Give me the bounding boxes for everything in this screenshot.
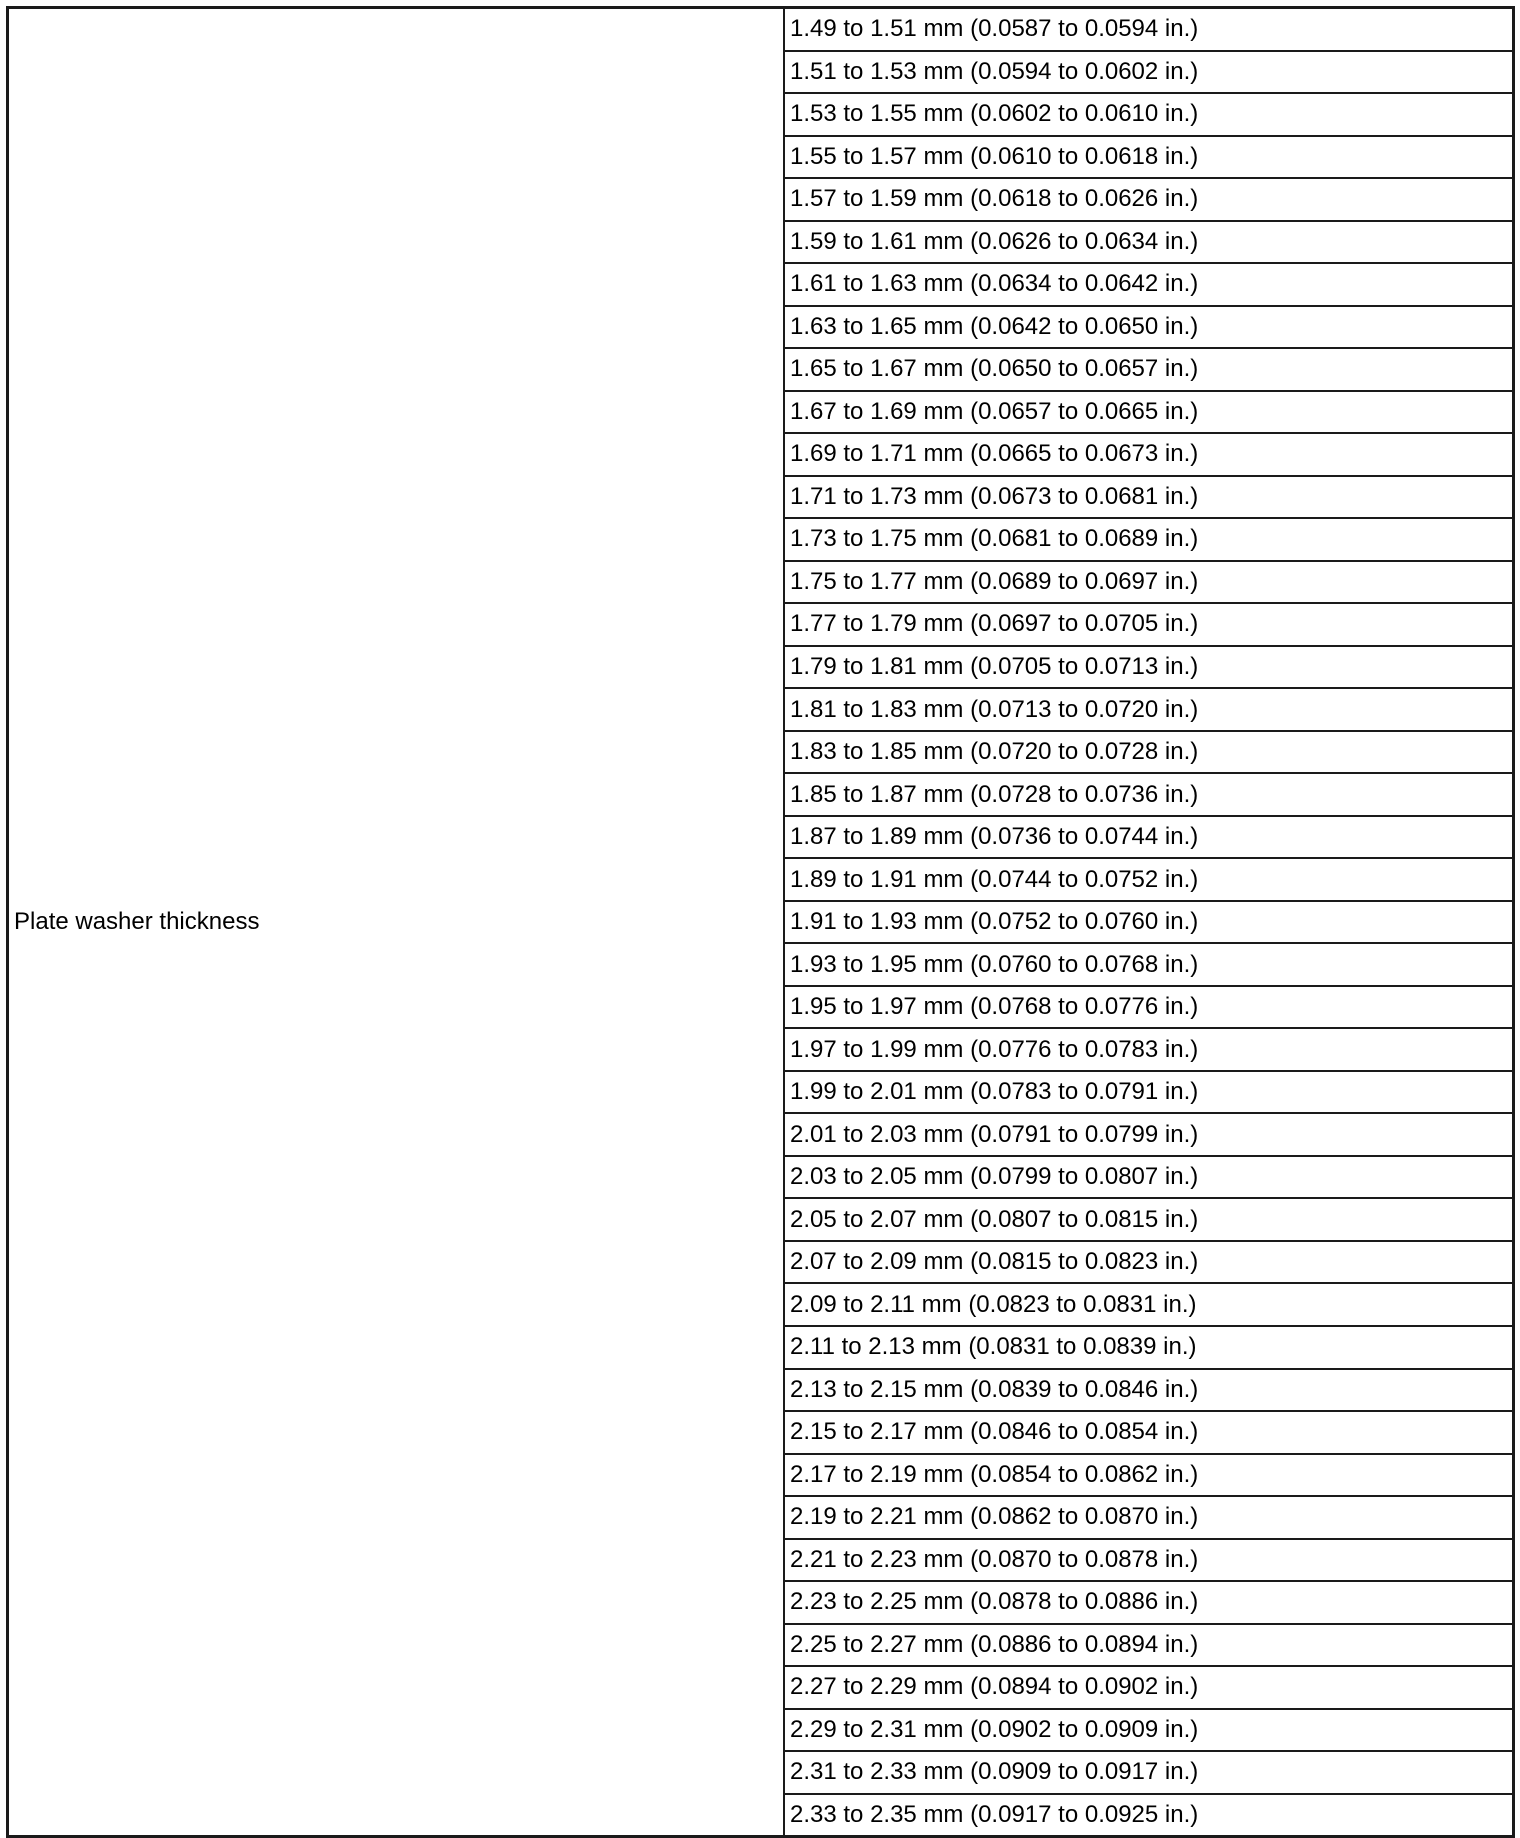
thickness-range-value: 1.63 to 1.65 mm (0.0642 to 0.0650 in.) (790, 312, 1199, 340)
table-row (785, 1497, 1512, 1540)
thickness-range-value: 1.57 to 1.59 mm (0.0618 to 0.0626 in.) (790, 185, 1199, 213)
table-row (785, 264, 1512, 307)
table-row (785, 1242, 1512, 1285)
table-row (785, 9, 1512, 52)
thickness-range-value: 1.79 to 1.81 mm (0.0705 to 0.0713 in.) (790, 652, 1199, 680)
table-row (785, 1199, 1512, 1242)
thickness-range-value: 2.23 to 2.25 mm (0.0878 to 0.0886 in.) (790, 1588, 1199, 1616)
table-row (785, 1455, 1512, 1498)
table-row (785, 52, 1512, 95)
thickness-range-value: 2.07 to 2.09 mm (0.0815 to 0.0823 in.) (790, 1248, 1199, 1276)
thickness-range-value: 1.77 to 1.79 mm (0.0697 to 0.0705 in.) (790, 610, 1199, 638)
thickness-range-value: 2.31 to 2.33 mm (0.0909 to 0.0917 in.) (790, 1758, 1199, 1786)
table-row (785, 562, 1512, 605)
thickness-range-value: 1.87 to 1.89 mm (0.0736 to 0.0744 in.) (790, 823, 1199, 851)
thickness-range-value: 2.21 to 2.23 mm (0.0870 to 0.0878 in.) (790, 1545, 1199, 1573)
table-row (785, 902, 1512, 945)
thickness-range-value: 1.97 to 1.99 mm (0.0776 to 0.0783 in.) (790, 1035, 1199, 1063)
table-row (785, 604, 1512, 647)
table-row (785, 1582, 1512, 1625)
table-row (785, 1157, 1512, 1200)
thickness-range-value: 2.03 to 2.05 mm (0.0799 to 0.0807 in.) (790, 1163, 1199, 1191)
table-row (785, 944, 1512, 987)
thickness-range-value: 1.73 to 1.75 mm (0.0681 to 0.0689 in.) (790, 525, 1199, 553)
thickness-range-value: 1.89 to 1.91 mm (0.0744 to 0.0752 in.) (790, 865, 1199, 893)
table-row (785, 137, 1512, 180)
table-row (785, 307, 1512, 350)
thickness-range-value: 1.83 to 1.85 mm (0.0720 to 0.0728 in.) (790, 738, 1199, 766)
table-row (785, 1370, 1512, 1413)
table-row (785, 647, 1512, 690)
thickness-range-value: 2.27 to 2.29 mm (0.0894 to 0.0902 in.) (790, 1673, 1199, 1701)
thickness-range-value: 1.85 to 1.87 mm (0.0728 to 0.0736 in.) (790, 780, 1199, 808)
thickness-range-value: 1.91 to 1.93 mm (0.0752 to 0.0760 in.) (790, 908, 1199, 936)
table-row (785, 1114, 1512, 1157)
table-row (785, 987, 1512, 1030)
spec-label-cell (9, 9, 785, 1835)
table-row (785, 392, 1512, 435)
thickness-range-value: 1.51 to 1.53 mm (0.0594 to 0.0602 in.) (790, 57, 1199, 85)
thickness-range-value: 2.05 to 2.07 mm (0.0807 to 0.0815 in.) (790, 1205, 1199, 1233)
thickness-range-value: 2.11 to 2.13 mm (0.0831 to 0.0839 in.) (790, 1333, 1197, 1361)
table-row (785, 179, 1512, 222)
thickness-range-value: 1.61 to 1.63 mm (0.0634 to 0.0642 in.) (790, 270, 1199, 298)
thickness-range-value: 1.67 to 1.69 mm (0.0657 to 0.0665 in.) (790, 397, 1199, 425)
spec-label: Plate washer thickness (14, 908, 260, 935)
thickness-range-value: 2.01 to 2.03 mm (0.0791 to 0.0799 in.) (790, 1120, 1199, 1148)
table-row (785, 817, 1512, 860)
thickness-range-value: 2.13 to 2.15 mm (0.0839 to 0.0846 in.) (790, 1375, 1199, 1403)
thickness-range-value: 2.33 to 2.35 mm (0.0917 to 0.0925 in.) (790, 1800, 1199, 1828)
thickness-range-value: 2.17 to 2.19 mm (0.0854 to 0.0862 in.) (790, 1460, 1199, 1488)
table-row (785, 434, 1512, 477)
thickness-range-value: 1.49 to 1.51 mm (0.0587 to 0.0594 in.) (790, 15, 1199, 43)
table-row (785, 1540, 1512, 1583)
thickness-range-value: 1.95 to 1.97 mm (0.0768 to 0.0776 in.) (790, 993, 1199, 1021)
thickness-range-value: 1.93 to 1.95 mm (0.0760 to 0.0768 in.) (790, 950, 1199, 978)
thickness-range-value: 1.81 to 1.83 mm (0.0713 to 0.0720 in.) (790, 695, 1199, 723)
table-row (785, 1667, 1512, 1710)
table-row (785, 1284, 1512, 1327)
table-row (785, 1752, 1512, 1795)
table-row (785, 349, 1512, 392)
table-row (785, 774, 1512, 817)
table-row (785, 1327, 1512, 1370)
thickness-range-value: 2.15 to 2.17 mm (0.0846 to 0.0854 in.) (790, 1418, 1199, 1446)
thickness-range-value: 1.53 to 1.55 mm (0.0602 to 0.0610 in.) (790, 100, 1199, 128)
table-row (785, 519, 1512, 562)
thickness-range-value: 2.09 to 2.11 mm (0.0823 to 0.0831 in.) (790, 1290, 1197, 1318)
thickness-range-value: 2.29 to 2.31 mm (0.0902 to 0.0909 in.) (790, 1715, 1199, 1743)
thickness-range-value: 1.65 to 1.67 mm (0.0650 to 0.0657 in.) (790, 355, 1199, 383)
table-row (785, 222, 1512, 265)
table-row (785, 1795, 1512, 1836)
table-row (785, 1072, 1512, 1115)
thickness-range-value: 1.55 to 1.57 mm (0.0610 to 0.0618 in.) (790, 142, 1199, 170)
thickness-range-value: 1.69 to 1.71 mm (0.0665 to 0.0673 in.) (790, 440, 1199, 468)
thickness-range-value: 2.25 to 2.27 mm (0.0886 to 0.0894 in.) (790, 1630, 1199, 1658)
thickness-range-value: 1.59 to 1.61 mm (0.0626 to 0.0634 in.) (790, 227, 1199, 255)
table-row (785, 477, 1512, 520)
thickness-range-value: 1.99 to 2.01 mm (0.0783 to 0.0791 in.) (790, 1078, 1199, 1106)
thickness-range-value: 1.71 to 1.73 mm (0.0673 to 0.0681 in.) (790, 482, 1199, 510)
spec-table (6, 6, 1515, 1838)
spec-values-column (785, 9, 1512, 1835)
table-row (785, 1710, 1512, 1753)
table-row (785, 1625, 1512, 1668)
table-row (785, 732, 1512, 775)
table-row (785, 859, 1512, 902)
thickness-range-value: 2.19 to 2.21 mm (0.0862 to 0.0870 in.) (790, 1503, 1199, 1531)
table-row (785, 689, 1512, 732)
table-row (785, 1029, 1512, 1072)
table-row (785, 1412, 1512, 1455)
table-row (785, 94, 1512, 137)
thickness-range-value: 1.75 to 1.77 mm (0.0689 to 0.0697 in.) (790, 567, 1199, 595)
